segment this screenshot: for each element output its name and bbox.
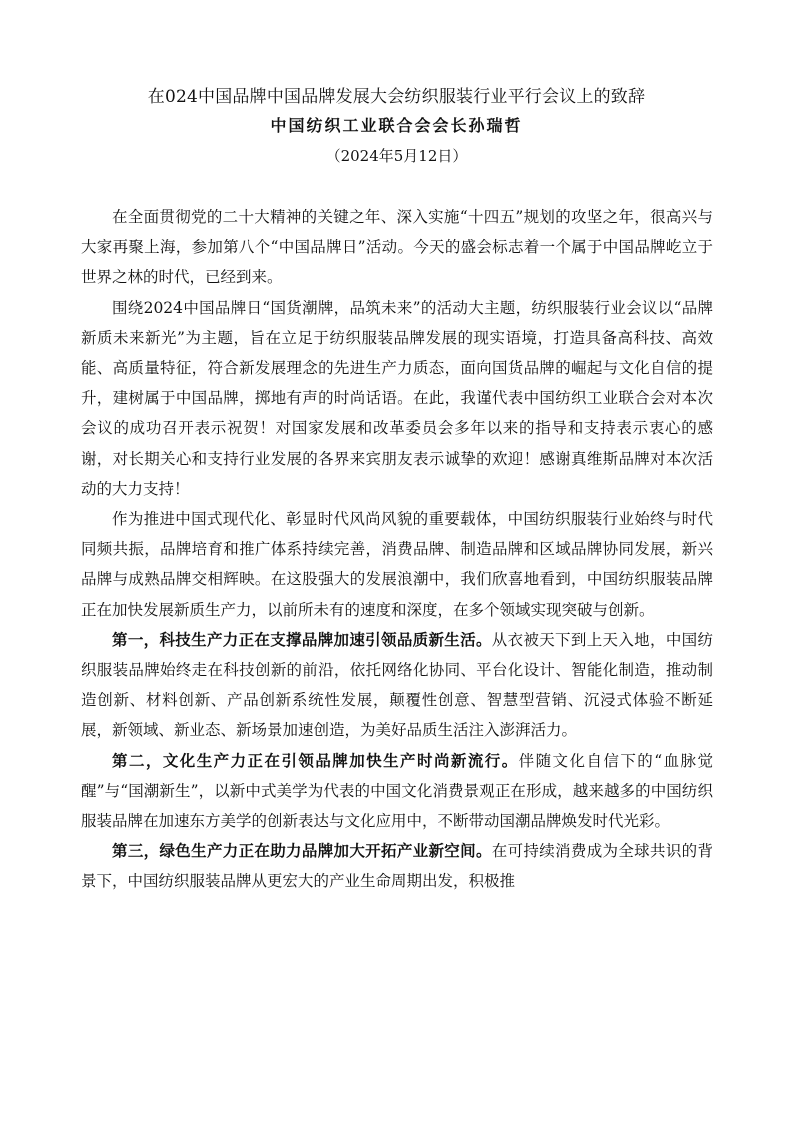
paragraph-6: [81, 836, 713, 896]
paragraph-6-lead: 第三，绿色生产力正在助力品牌加大开拓产业新空间。: [112, 841, 492, 861]
paragraph-5-lead: 第二，文化生产力正在引领品牌加快生产时尚新流行。: [112, 750, 519, 770]
paragraph-1: [81, 202, 713, 293]
paragraph-3: [81, 504, 713, 625]
paragraph-4: [81, 625, 713, 746]
paragraph-6-text: 在可持续消费成为全球共识的背景下，中国纺织服装品牌从更宏大的产业生命周期出发，积极推: [81, 842, 713, 891]
paragraph-2: [81, 293, 713, 504]
paragraph-4-text: 从衣被天下到上天入地，中国纺织服装品牌始终走在科技创新的前沿，依托网络化协同、平台化设计、智能化制造，推动制造创新、材料创新、产品创新系统性发展，颠覆性创意、智慧型营销、沉浸式体验不断延展，新领域、新业态、新场景加速创造，为美好品质生活注入澎湃活力。: [81, 630, 713, 740]
paragraph-5-text: 伴随文化自信下的“血脉觉醒”与“国潮新生”，以新中式美学为代表的中国文化消费景观正在形成，越来越多的中国纺织服装品牌在加速东方美学的创新表达与文化应用中，不断带动国潮品牌焕发时代光彩。: [81, 751, 713, 831]
paragraph-3-text: 作为推进中国式现代化、彰显时代风尚风貌的重要载体，中国纺织服装行业始终与时代同频共振，品牌培育和推广体系持续完善，消费品牌、制造品牌和区域品牌协同发展，新兴品牌与成熟品牌交相辉映。在这股强大的发展浪潮中，我们欣喜地看到，中国纺织服装品牌正在加快发展新质生产力，以前所未有的速度和深度，在多个领域实现突破与创新。: [81, 510, 713, 619]
paragraph-1-text: 在全面贯彻党的二十大精神的关键之年、深入实施“十四五”规划的攻坚之年，很高兴与大家再聚上海，参加第八个“中国品牌日”活动。今天的盛会标志着一个属于中国品牌屹立于世界之林的时代，已经到来。: [81, 208, 713, 287]
document-author: 中国纺织工业联合会会长孙瑞哲: [270, 116, 523, 135]
document-date: （2024年5月12日）: [325, 147, 468, 165]
document-body: [81, 202, 713, 897]
paragraph-5: [81, 746, 713, 837]
document-title: 在024中国品牌中国品牌发展大会纺织服装行业平行会议上的致辞: [147, 87, 646, 107]
paragraph-4-lead: 第一，科技生产力正在支撑品牌加速引领品质新生活。: [112, 629, 492, 649]
paragraph-2-text: 围绕2024中国品牌日“国货潮牌，品筑未来”的活动大主题，纺织服装行业会议以“品牌新质未来新光”为主题，旨在立足于纺织服装品牌发展的现实语境，打造具备高科技、高效能、高质量特征，符合新发展理念的先进生产力质态，面向国货品牌的崛起与文化自信的提升，建树属于中国品牌，掷地有声的时尚话语。在此，我谨代表中国纺织工业联合会对本次会议的成功召开表示祝贺！对国家发展和改革委员会多年以来的指导和支持表示衷心的感谢，对长期关心和支持行业发展的各界来宾朋友表示诚挚的欢迎！感谢真维斯品牌对本次活动的大力支持！: [81, 298, 713, 498]
